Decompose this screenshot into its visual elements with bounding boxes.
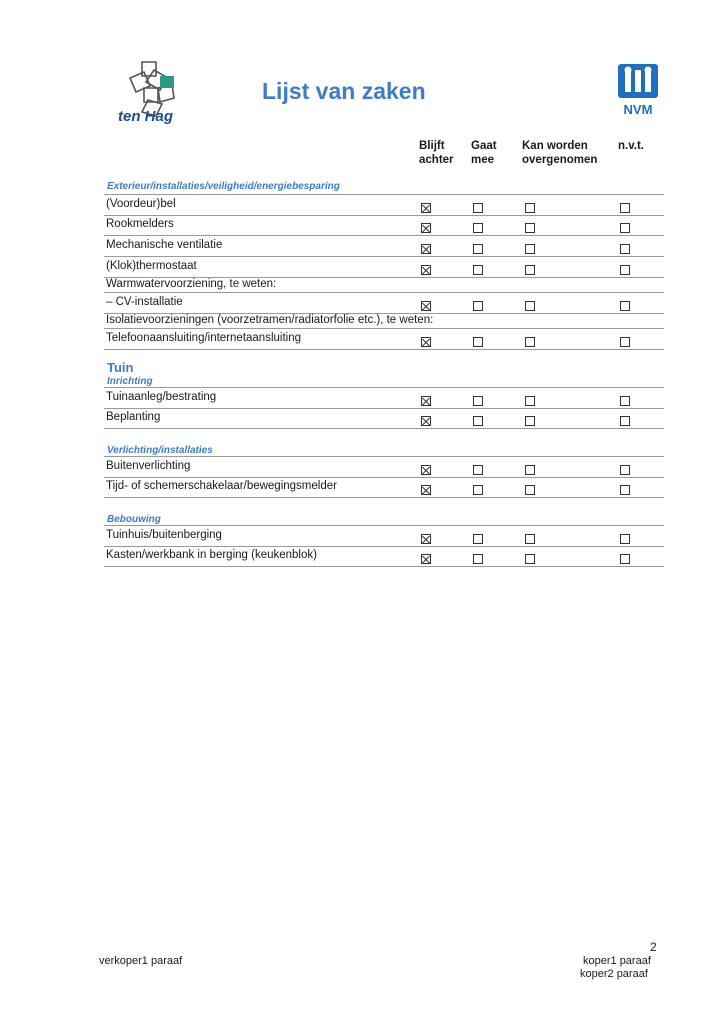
checkbox-nvt[interactable] (620, 396, 630, 406)
checkbox-kan-worden-overgenomen[interactable] (525, 465, 535, 475)
checkbox-kan-worden-overgenomen[interactable] (525, 396, 535, 406)
page-number: 2 (650, 940, 657, 954)
table-row (104, 293, 664, 314)
page-title: Lijst van zaken (262, 78, 426, 104)
section-title-tuin: Tuin (107, 360, 134, 375)
ten-hag-logo-text: ten Hag (118, 108, 174, 125)
row-label: Warmwatervoorziening, te weten: (106, 278, 277, 290)
checkbox-gaat-mee[interactable] (473, 485, 483, 495)
row-label: Telefoonaansluiting/internetaansluiting (106, 332, 302, 344)
checkbox-gaat-mee[interactable] (473, 534, 483, 544)
checkbox-blijft-achter[interactable] (421, 416, 431, 426)
checkbox-gaat-mee[interactable] (473, 223, 483, 233)
table-row (104, 194, 664, 216)
checkbox-blijft-achter[interactable] (421, 265, 431, 275)
checkbox-nvt[interactable] (620, 301, 630, 311)
column-header-nvt: n.v.t. (618, 140, 644, 152)
checkbox-nvt[interactable] (620, 554, 630, 564)
row-label: Mechanische ventilatie (106, 239, 223, 251)
footer-seller-initials: verkoper1 paraaf (99, 955, 183, 967)
table-row (104, 408, 664, 429)
checkbox-blijft-achter[interactable] (421, 301, 431, 311)
checkbox-nvt[interactable] (620, 223, 630, 233)
checkbox-blijft-achter[interactable] (421, 534, 431, 544)
checkbox-blijft-achter[interactable] (421, 485, 431, 495)
checkbox-kan-worden-overgenomen[interactable] (525, 554, 535, 564)
nvm-logo-text: NVM (623, 102, 653, 117)
row-label: (Voordeur)bel (106, 198, 176, 210)
checkbox-nvt[interactable] (620, 203, 630, 213)
table-row (104, 525, 664, 547)
subheading-inrichting: Inrichting (107, 376, 153, 387)
table-row (104, 387, 664, 409)
table-row (104, 278, 664, 293)
checkbox-kan-worden-overgenomen[interactable] (525, 265, 535, 275)
column-header-blijft-achter: Blijft achter (419, 140, 454, 166)
checkbox-kan-worden-overgenomen[interactable] (525, 485, 535, 495)
checkbox-kan-worden-overgenomen[interactable] (525, 301, 535, 311)
row-label: Beplanting (106, 411, 161, 423)
checkbox-nvt[interactable] (620, 244, 630, 254)
column-header-gaat-mee: Gaat mee (471, 140, 497, 166)
row-label: Rookmelders (106, 218, 174, 230)
table-row (104, 236, 664, 257)
checkbox-blijft-achter[interactable] (421, 203, 431, 213)
row-label: Tijd- of schemerschakelaar/bewegingsmelder (106, 480, 337, 492)
column-header-kan-worden-overgenomen: Kan worden overgenomen (522, 140, 598, 166)
table-row (104, 314, 664, 329)
checkbox-nvt[interactable] (620, 337, 630, 347)
subheading-exterieur: Exterieur/installaties/veiligheid/energiebesparing (107, 181, 340, 192)
checkbox-nvt[interactable] (620, 265, 630, 275)
row-label: Tuinaanleg/bestrating (106, 391, 217, 403)
checkbox-blijft-achter[interactable] (421, 396, 431, 406)
table-row (104, 477, 664, 498)
checkbox-gaat-mee[interactable] (473, 203, 483, 213)
row-label: – CV-installatie (106, 296, 183, 308)
checkbox-gaat-mee[interactable] (473, 244, 483, 254)
checkbox-gaat-mee[interactable] (473, 396, 483, 406)
row-label: Isolatievoorzieningen (voorzetramen/radiatorfolie etc.), te weten: (106, 314, 434, 326)
checkbox-gaat-mee[interactable] (473, 301, 483, 311)
checkbox-blijft-achter[interactable] (421, 244, 431, 254)
footer-buyer1-initials: koper1 paraaf (583, 955, 651, 967)
checkbox-kan-worden-overgenomen[interactable] (525, 416, 535, 426)
row-label: Buitenverlichting (106, 460, 191, 472)
table-row (104, 456, 664, 478)
checkbox-kan-worden-overgenomen[interactable] (525, 337, 535, 347)
table-row (104, 546, 664, 567)
row-label: (Klok)thermostaat (106, 260, 197, 272)
checkbox-kan-worden-overgenomen[interactable] (525, 534, 535, 544)
checkbox-nvt[interactable] (620, 465, 630, 475)
checkbox-gaat-mee[interactable] (473, 337, 483, 347)
subheading-verlichting: Verlichting/installaties (107, 445, 213, 456)
checkbox-blijft-achter[interactable] (421, 465, 431, 475)
checkbox-nvt[interactable] (620, 416, 630, 426)
checkbox-gaat-mee[interactable] (473, 416, 483, 426)
nvm-logo-icon (616, 62, 660, 118)
checkbox-kan-worden-overgenomen[interactable] (525, 203, 535, 213)
table-row (104, 257, 664, 278)
checkbox-nvt[interactable] (620, 485, 630, 495)
checkbox-gaat-mee[interactable] (473, 465, 483, 475)
checkbox-kan-worden-overgenomen[interactable] (525, 223, 535, 233)
checkbox-kan-worden-overgenomen[interactable] (525, 244, 535, 254)
checkbox-blijft-achter[interactable] (421, 337, 431, 347)
checkbox-blijft-achter[interactable] (421, 223, 431, 233)
footer-buyer2-initials: koper2 paraaf (580, 968, 648, 980)
checkbox-nvt[interactable] (620, 534, 630, 544)
row-label: Tuinhuis/buitenberging (106, 529, 222, 541)
checkbox-gaat-mee[interactable] (473, 265, 483, 275)
row-label: Kasten/werkbank in berging (keukenblok) (106, 549, 317, 561)
table-row (104, 329, 664, 350)
checkbox-blijft-achter[interactable] (421, 554, 431, 564)
checkbox-gaat-mee[interactable] (473, 554, 483, 564)
subheading-bebouwing: Bebouwing (107, 514, 161, 525)
table-row (104, 215, 664, 236)
